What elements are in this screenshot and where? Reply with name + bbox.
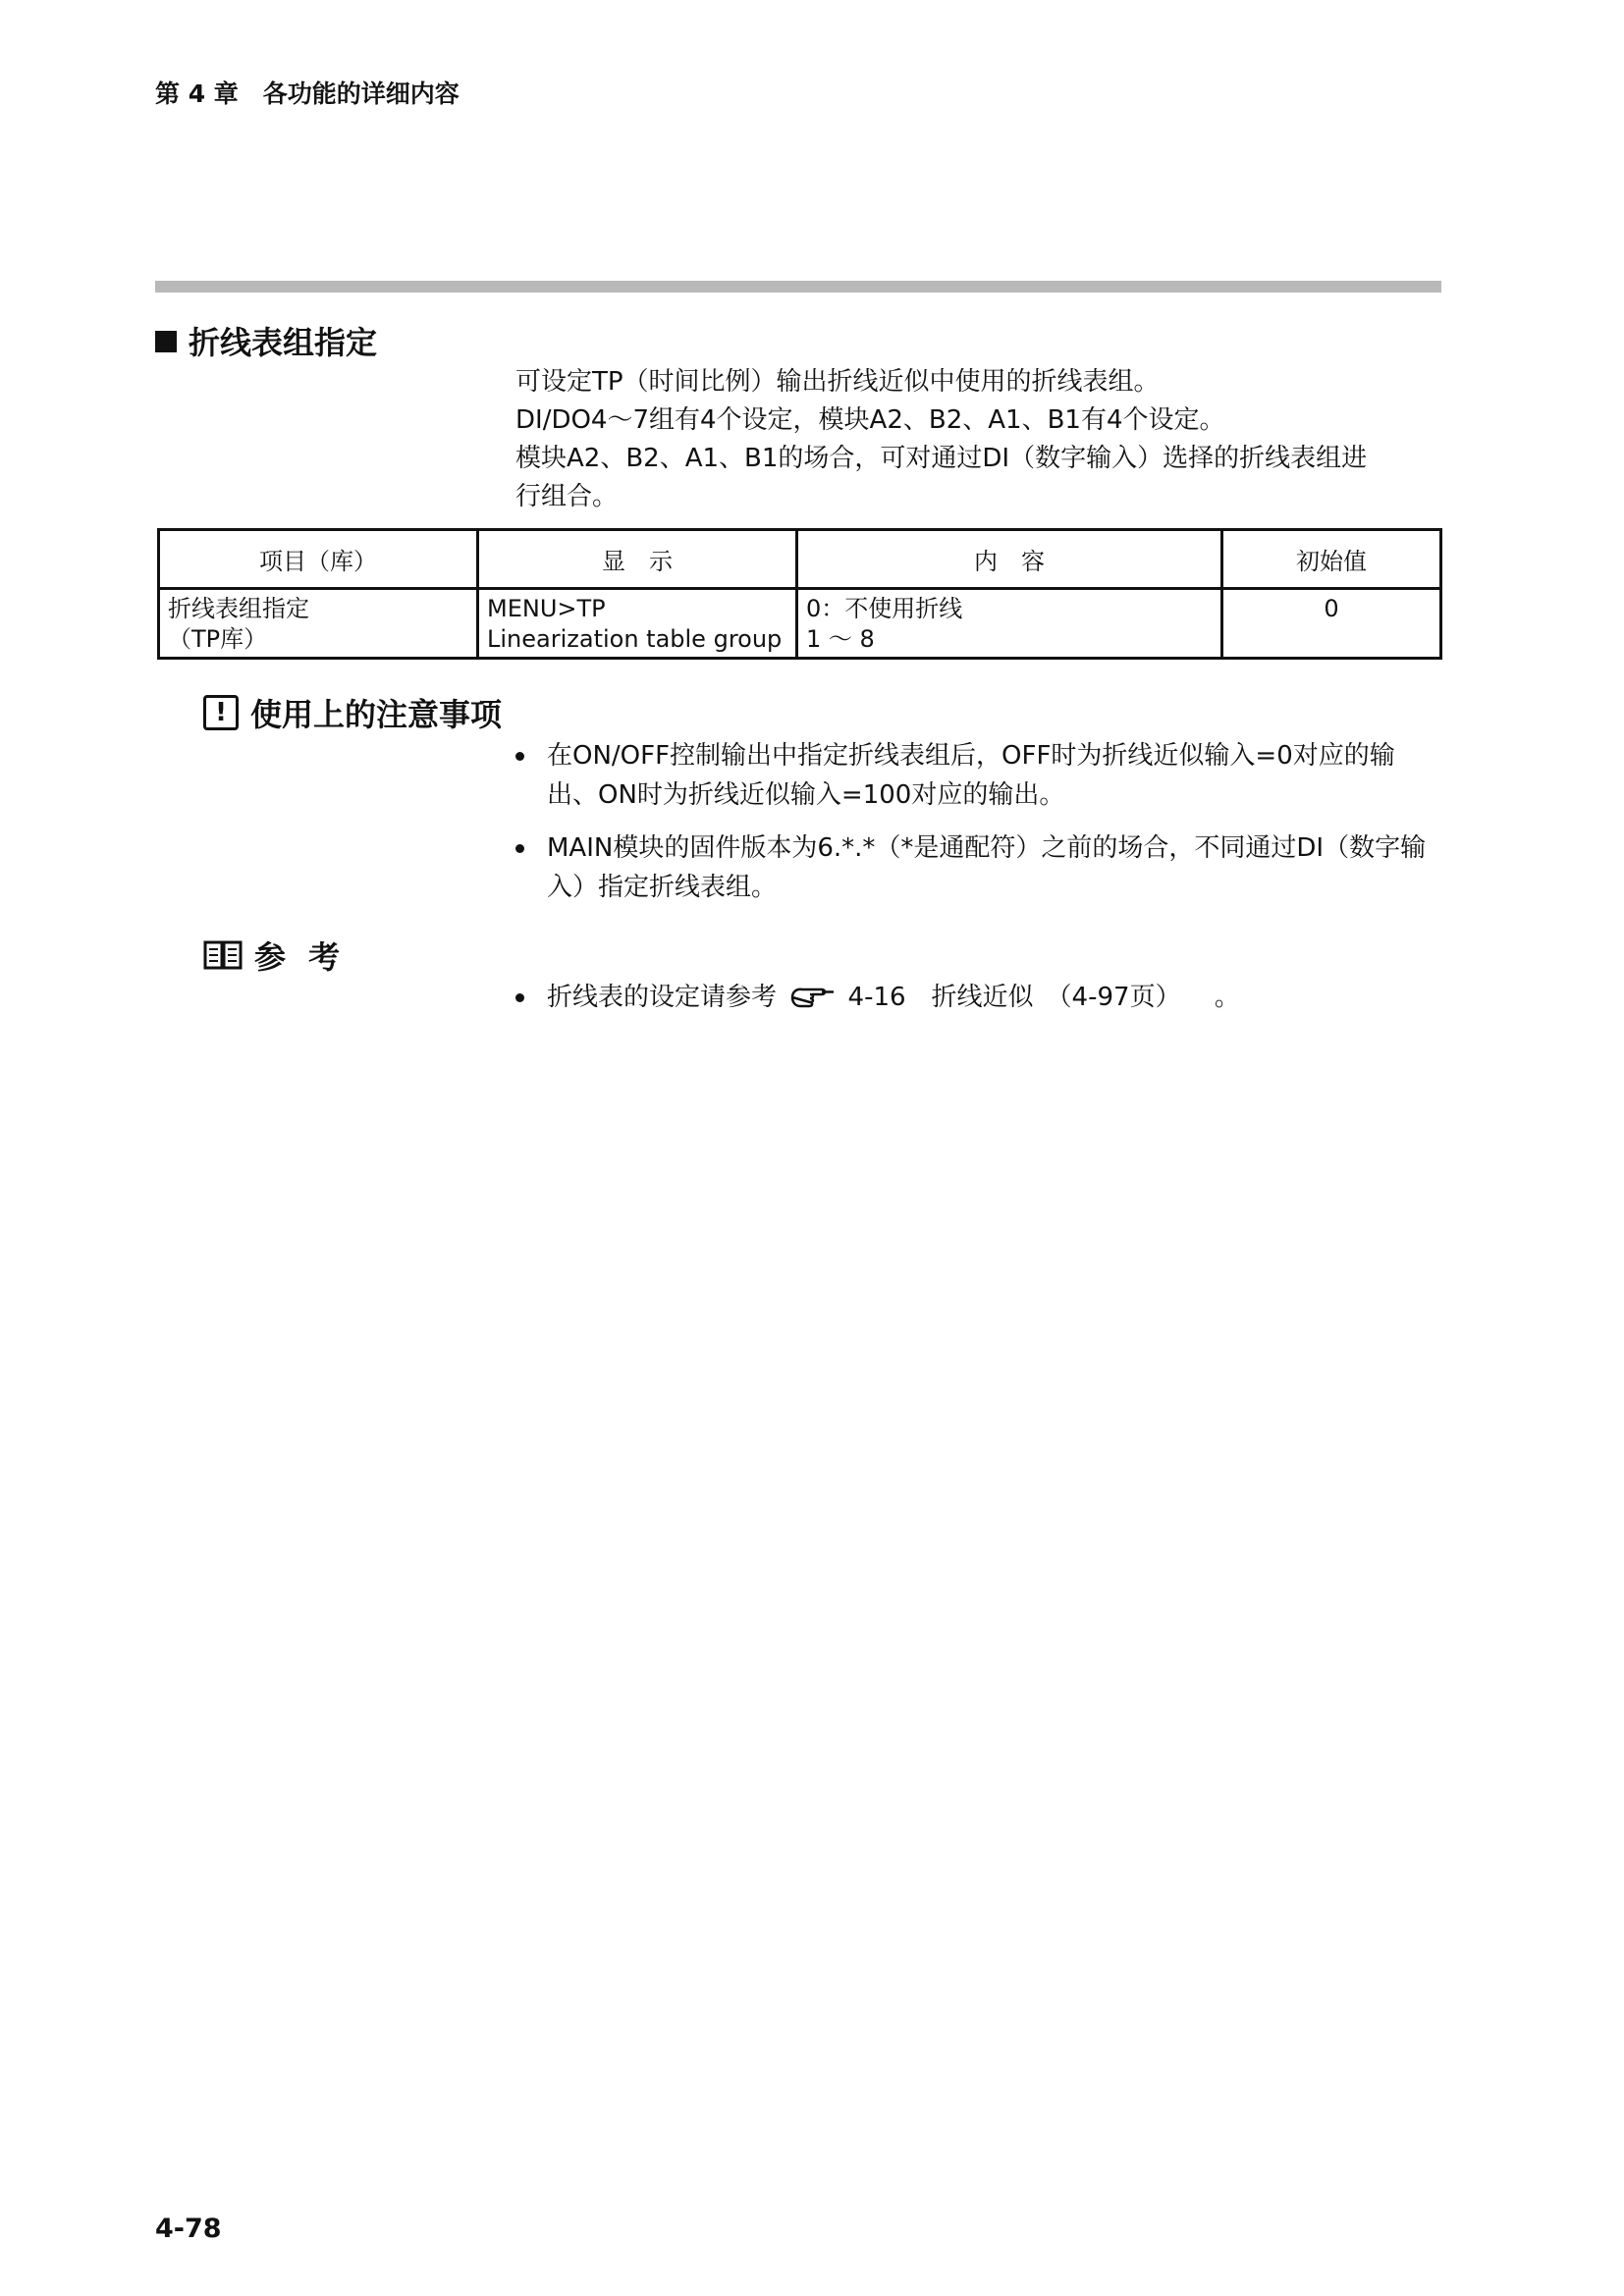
list-item: 在ON/OFF控制输出中指定折线表组后，OFF时为折线近似输入=0对应的输出、ON时为折线近似输入=100对应的输出。	[513, 736, 1445, 815]
header-content: 内 容	[797, 530, 1222, 589]
section-intro	[515, 363, 1443, 516]
section-title-text: 折线表组指定	[189, 324, 378, 361]
intro-line: DI/DO4～7组有4个设定，模块A2、B2、A1、B1有4个设定。	[515, 405, 1225, 435]
intro-line: 可设定TP（时间比例）输出折线近似中使用的折线表组。	[515, 367, 1160, 397]
section-divider	[155, 281, 1441, 293]
cell-line: 1 ～ 8	[806, 625, 875, 653]
cell-line: Linearization table group	[487, 625, 783, 653]
cell-line: MENU>TP	[487, 595, 606, 622]
square-bullet-icon	[155, 331, 177, 352]
intro-line: 行组合。	[515, 482, 619, 511]
list-item	[513, 978, 1445, 1017]
chapter-header: 第 4 章 各功能的详细内容	[155, 80, 460, 108]
cell-initial: 0	[1222, 589, 1441, 659]
exclamation-icon: !	[203, 695, 239, 730]
cell-display	[478, 589, 797, 659]
settings-table	[157, 528, 1442, 660]
cell-line: （TP库）	[168, 625, 268, 653]
page-number: 4-78	[155, 2214, 222, 2244]
section-title	[155, 318, 377, 363]
list-item: MAIN模块的固件版本为6.*.*（*是通配符）之前的场合，不同通过DI（数字输入）指定折线表组。	[513, 828, 1445, 907]
reference-prefix: 折线表的设定请参考	[547, 983, 778, 1012]
table-row	[159, 589, 1441, 659]
reference-list	[513, 978, 1445, 1031]
cell-item	[159, 589, 478, 659]
header-display: 显 示	[478, 530, 797, 589]
intro-line: 模块A2、B2、A1、B1的场合，可对通过DI（数字输入）选择的折线表组进	[515, 444, 1368, 473]
reference-heading	[203, 933, 346, 978]
cell-line: 0：不使用折线	[806, 595, 963, 622]
notice-heading	[203, 690, 502, 735]
pointing-hand-icon	[788, 984, 836, 1011]
cell-content	[797, 589, 1222, 659]
reference-title: 参 考	[254, 938, 347, 976]
notice-list	[513, 736, 1445, 921]
header-item: 项目（库）	[159, 530, 478, 589]
cell-line: 折线表组指定	[168, 595, 309, 622]
header-initial: 初始值	[1222, 530, 1441, 589]
table-header-row	[159, 530, 1441, 589]
notice-title: 使用上的注意事项	[250, 696, 503, 733]
reference-link[interactable]: 4-16 折线近似 （4-97页）	[847, 983, 1181, 1012]
reference-suffix: 。	[1188, 983, 1240, 1012]
open-book-icon	[203, 938, 243, 972]
